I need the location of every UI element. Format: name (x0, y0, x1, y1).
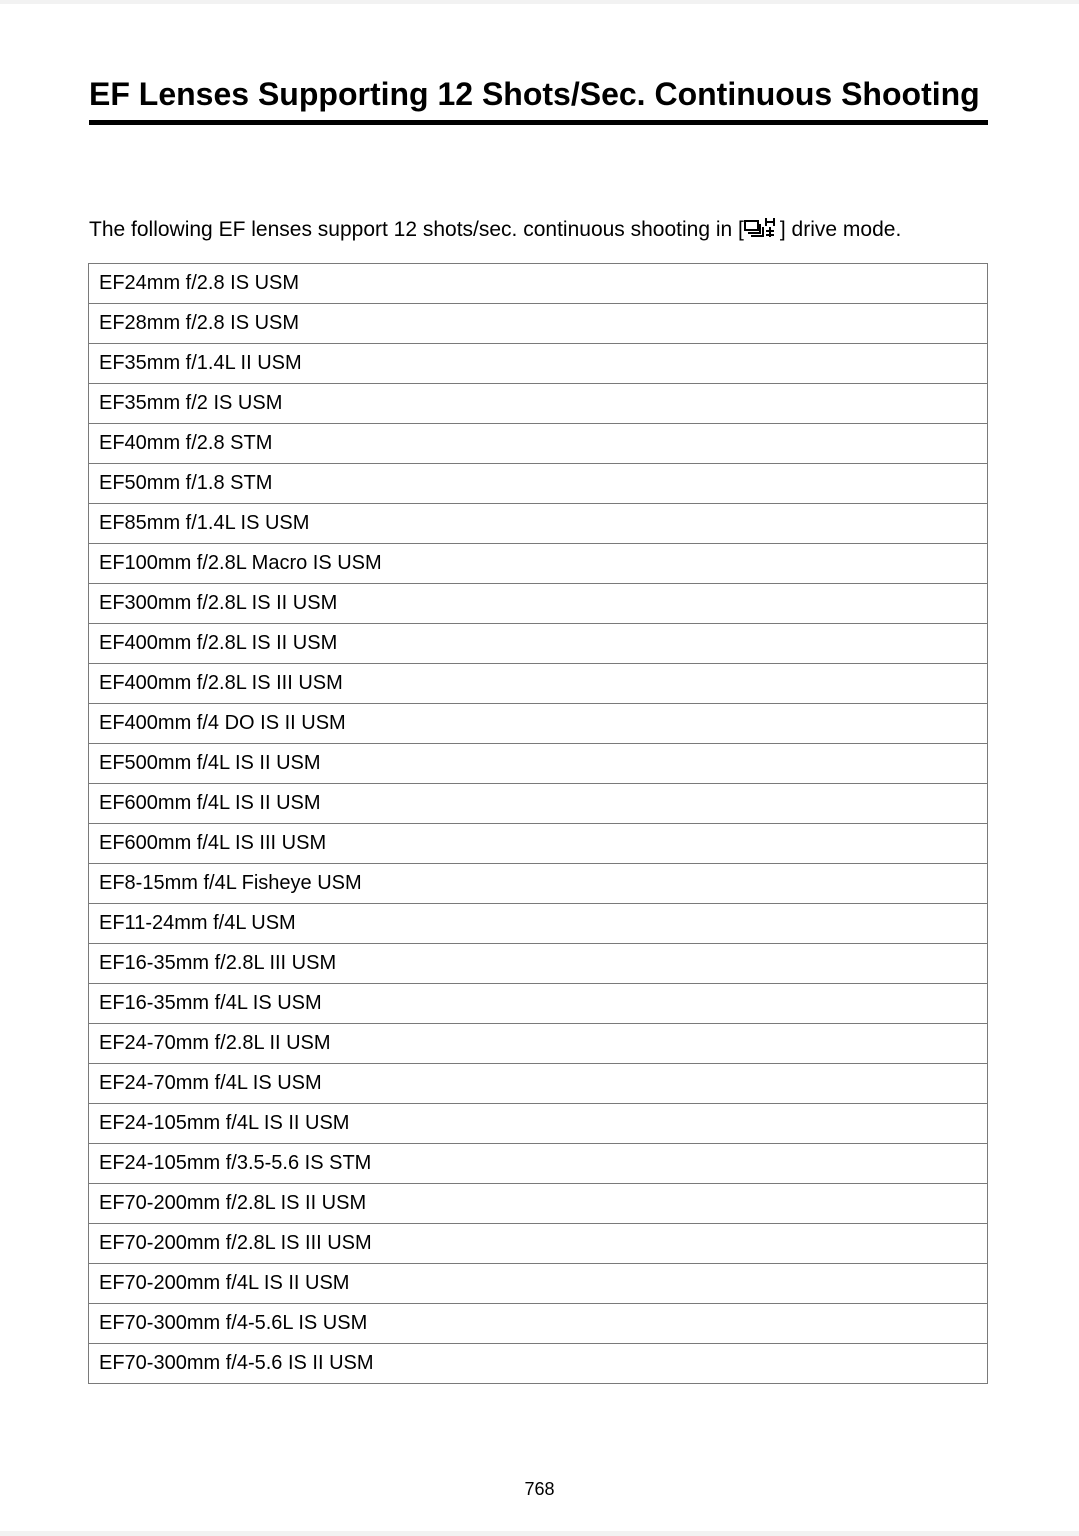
table-row (89, 784, 988, 824)
table-row (89, 304, 988, 344)
lens-table (88, 263, 988, 1384)
table-row (89, 1104, 988, 1144)
table-row (89, 664, 988, 704)
table-row (89, 1304, 988, 1344)
lens-name: EF70-200mm f/2.8L IS II USM (89, 1184, 988, 1224)
lens-name: EF100mm f/2.8L Macro IS USM (89, 544, 988, 584)
table-row (89, 1224, 988, 1264)
intro-text-after-icon: ] drive mode. (779, 218, 902, 241)
table-row (89, 1144, 988, 1184)
lens-name: EF400mm f/2.8L IS II USM (89, 624, 988, 664)
table-row (89, 1024, 988, 1064)
table-row (89, 944, 988, 984)
table-row (89, 344, 988, 384)
table-row (89, 904, 988, 944)
lens-name: EF16-35mm f/4L IS USM (89, 984, 988, 1024)
table-row (89, 264, 988, 304)
lens-name: EF70-300mm f/4-5.6L IS USM (89, 1304, 988, 1344)
lens-name: EF70-200mm f/2.8L IS III USM (89, 1224, 988, 1264)
lens-name: EF400mm f/2.8L IS III USM (89, 664, 988, 704)
lens-name: EF70-300mm f/4-5.6 IS II USM (89, 1344, 988, 1384)
intro-text-before-icon: The following EF lenses support 12 shots/sec. continuous shooting in [ (89, 218, 744, 241)
lens-name: EF300mm f/2.8L IS II USM (89, 584, 988, 624)
table-row (89, 464, 988, 504)
lens-name: EF50mm f/1.8 STM (89, 464, 988, 504)
table-row (89, 544, 988, 584)
lens-name: EF28mm f/2.8 IS USM (89, 304, 988, 344)
table-row (89, 824, 988, 864)
table-row (89, 1344, 988, 1384)
intro-paragraph (89, 216, 988, 243)
table-row (89, 984, 988, 1024)
table-row (89, 864, 988, 904)
page-number: 768 (524, 1479, 555, 1499)
lens-name: EF500mm f/4L IS II USM (89, 744, 988, 784)
lens-name: EF8-15mm f/4L Fisheye USM (89, 864, 988, 904)
lens-name: EF35mm f/1.4L II USM (89, 344, 988, 384)
lens-name: EF85mm f/1.4L IS USM (89, 504, 988, 544)
document-page (0, 4, 1079, 1531)
table-row (89, 1064, 988, 1104)
table-row (89, 504, 988, 544)
lens-name: EF24-70mm f/4L IS USM (89, 1064, 988, 1104)
lens-name: EF24-105mm f/4L IS II USM (89, 1104, 988, 1144)
continuous-shooting-high-speed-icon (744, 216, 780, 238)
page-title: EF Lenses Supporting 12 Shots/Sec. Continuous Shooting (89, 74, 988, 125)
table-row (89, 424, 988, 464)
table-row (89, 624, 988, 664)
lens-name: EF40mm f/2.8 STM (89, 424, 988, 464)
table-row (89, 1264, 988, 1304)
lens-name: EF600mm f/4L IS II USM (89, 784, 988, 824)
table-row (89, 744, 988, 784)
lens-name: EF16-35mm f/2.8L III USM (89, 944, 988, 984)
table-row (89, 384, 988, 424)
lens-name: EF35mm f/2 IS USM (89, 384, 988, 424)
lens-name: EF11-24mm f/4L USM (89, 904, 988, 944)
lens-name: EF400mm f/4 DO IS II USM (89, 704, 988, 744)
lens-name: EF24-105mm f/3.5-5.6 IS STM (89, 1144, 988, 1184)
table-row (89, 1184, 988, 1224)
table-row (89, 704, 988, 744)
lens-name: EF24-70mm f/2.8L II USM (89, 1024, 988, 1064)
lens-name: EF70-200mm f/4L IS II USM (89, 1264, 988, 1304)
lens-name: EF600mm f/4L IS III USM (89, 824, 988, 864)
lens-name: EF24mm f/2.8 IS USM (89, 264, 988, 304)
table-row (89, 584, 988, 624)
